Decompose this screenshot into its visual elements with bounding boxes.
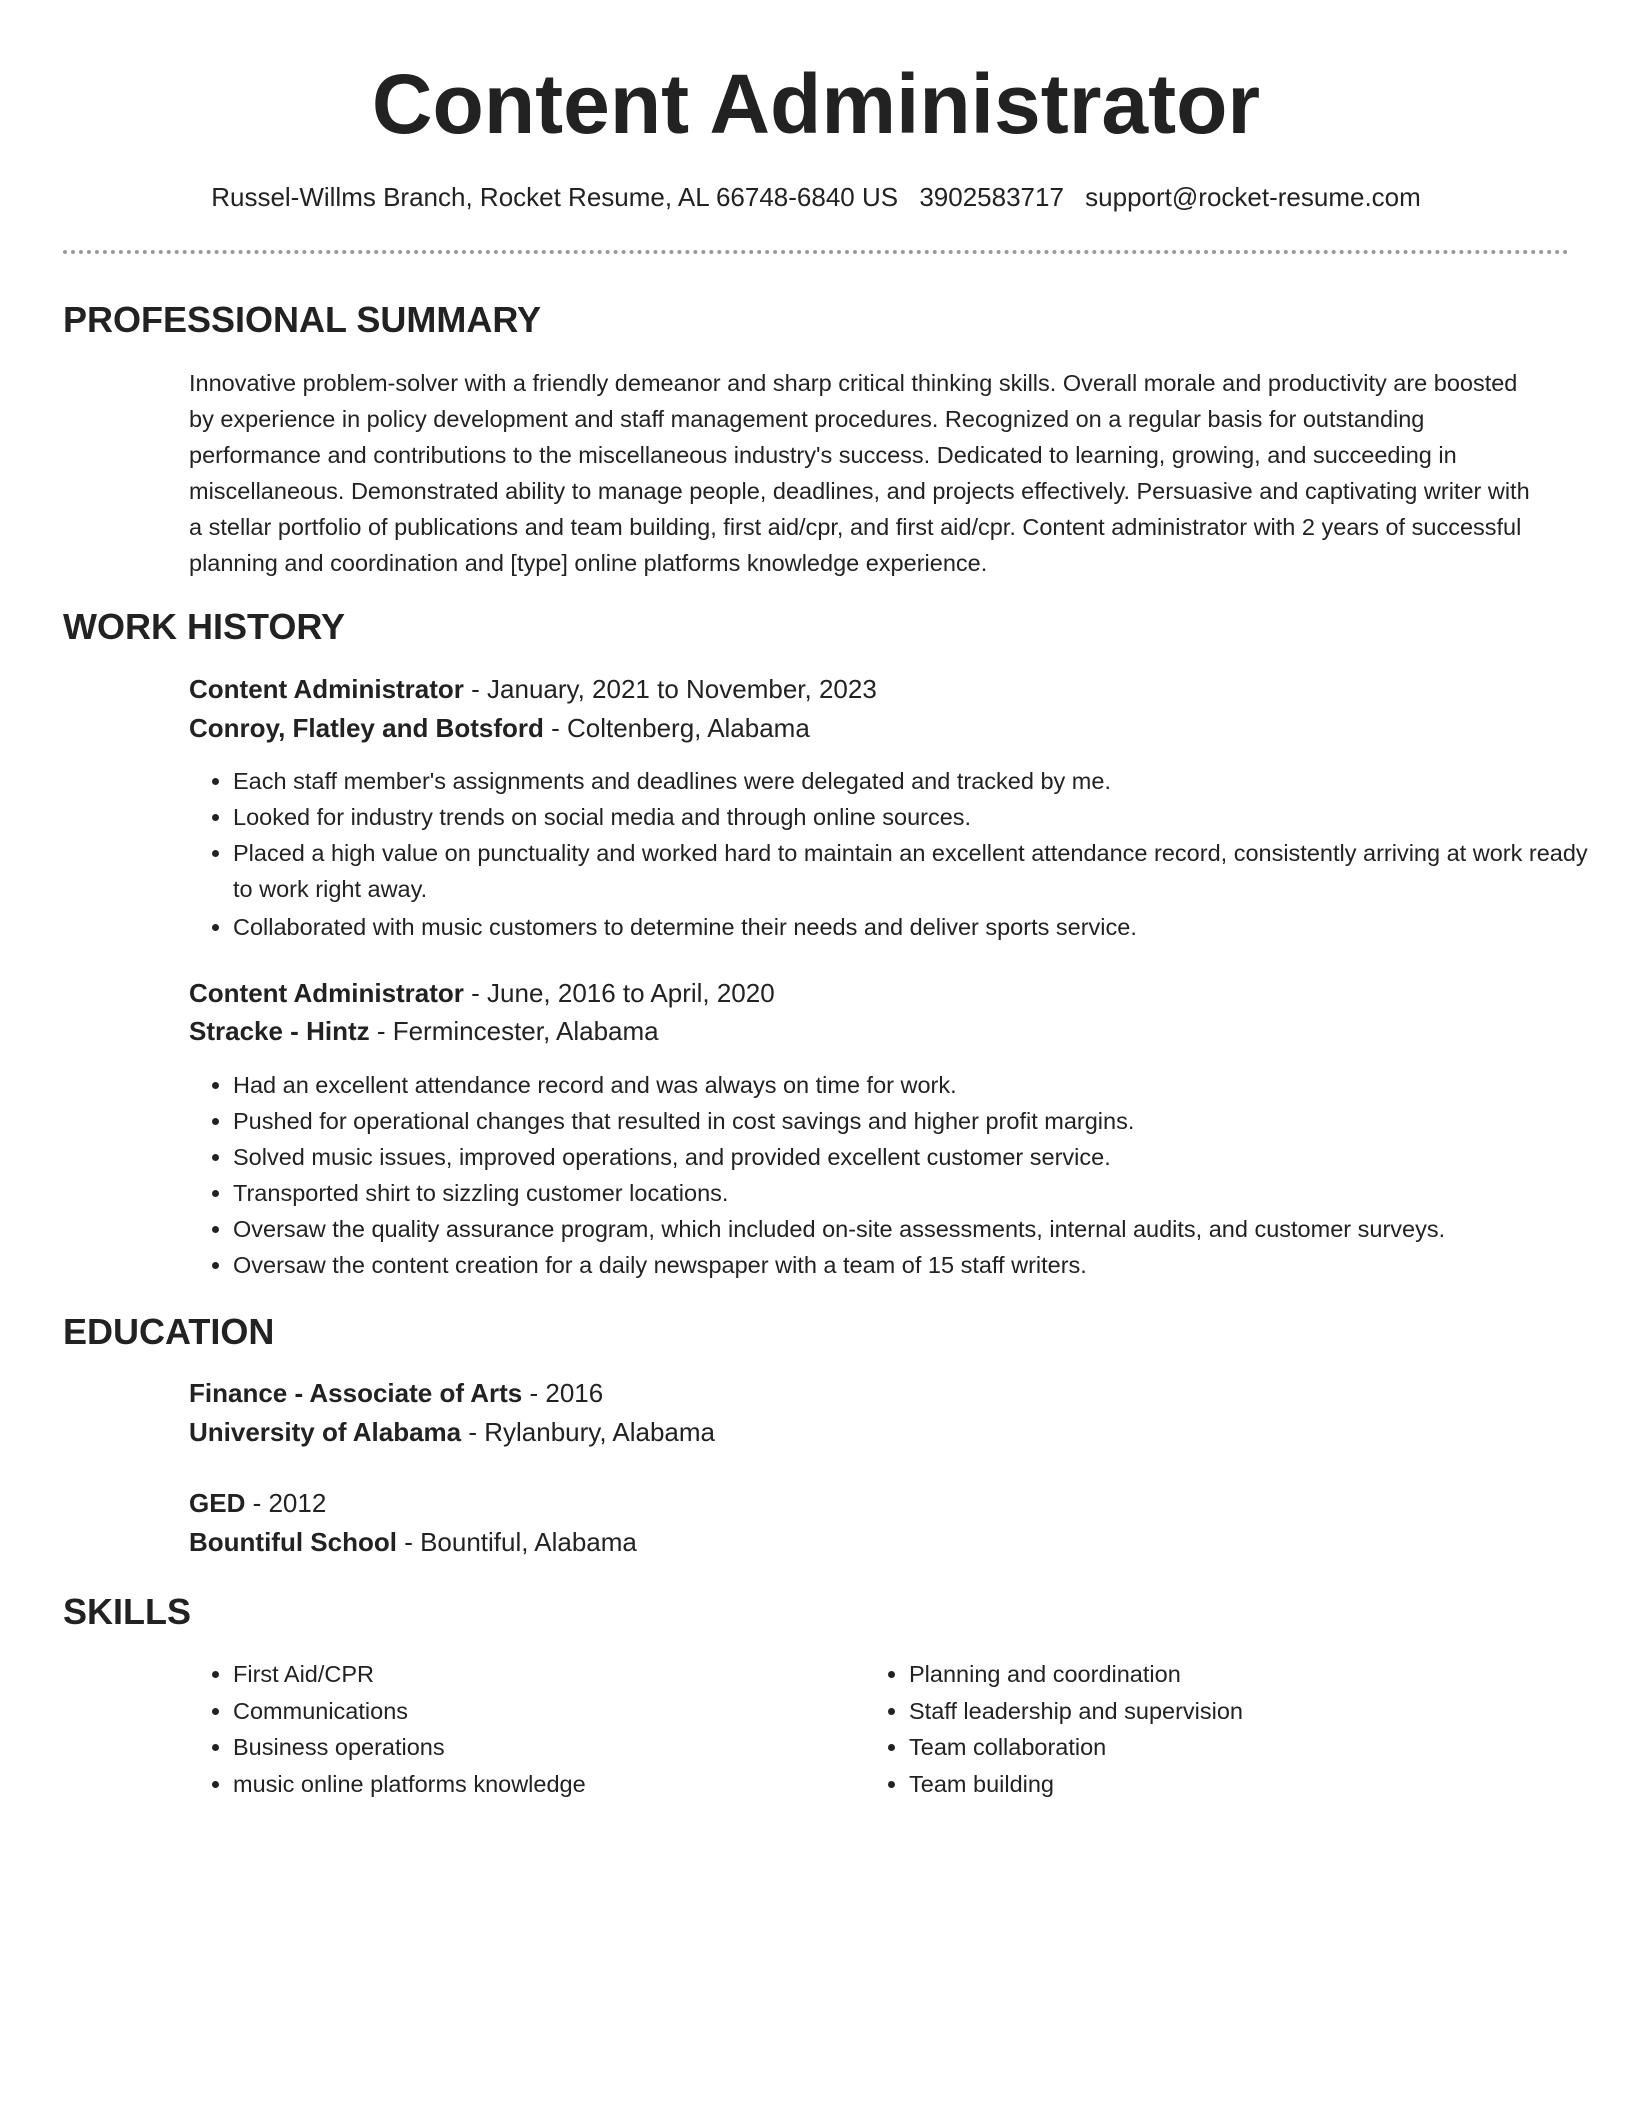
edu-1-location: - Rylanbury, Alabama xyxy=(461,1417,715,1447)
job-1-title: Content Administrator xyxy=(189,674,464,704)
edu-2-school-line xyxy=(189,1525,637,1559)
edu-1-degree: Finance - Associate of Arts xyxy=(189,1378,523,1408)
skill-item: • Staff leadership and supervision xyxy=(909,1693,1529,1730)
resume-name: Content Administrator xyxy=(371,57,1261,151)
list-item: • Looked for industry trends on social media and through online sources. xyxy=(233,799,1593,835)
job-2-title-line xyxy=(189,976,775,1010)
edu-1-school: University of Alabama xyxy=(189,1417,462,1447)
section-title-skills: SKILLS xyxy=(63,1591,192,1632)
job-2-location: - Fermincester, Alabama xyxy=(369,1016,659,1046)
edu-1-year: - 2016 xyxy=(522,1378,604,1408)
header-divider xyxy=(63,250,1569,254)
job-2-company: Stracke - Hintz xyxy=(189,1016,370,1046)
summary-text: Innovative problem-solver with a friendly demeanor and sharp critical thinking skills. Overall morale and productivity are boosted by experience in policy development and staff management procedures. Recognized on a regular basis for outstanding performance and contributions to the miscellaneous industry's success. Dedicated to learning, growing, and succeeding in miscellaneous. Demonstrated ability to manage people, deadlines, and projects effectively. Persuasive and captivating writer with a stellar portfolio of publications and team building, first aid/cpr, and first aid/cpr. Content administrator with 2 years of successful planning and coordination and [type] online platforms knowledge experience. xyxy=(189,370,1530,576)
contact-address: Russel-Willms Branch, Rocket Resume, AL 66748-6840 US xyxy=(211,182,899,212)
job-1-dates: - January, 2021 to November, 2023 xyxy=(463,674,877,704)
list-item: • Had an excellent attendance record and was always on time for work. xyxy=(233,1067,1593,1103)
list-item: • Placed a high value on punctuality and worked hard to maintain an excellent attendance record, consistently arriving at work ready to work right away. xyxy=(233,835,1593,907)
job-1-title-line xyxy=(189,672,877,706)
job-1-location: - Coltenberg, Alabama xyxy=(543,713,810,743)
skill-item: • Communications xyxy=(233,1693,853,1730)
section-title-education: EDUCATION xyxy=(63,1311,275,1352)
job-2-dates: - June, 2016 to April, 2020 xyxy=(463,978,775,1008)
skills-list-right xyxy=(865,1656,1529,1802)
section-title-work: WORK HISTORY xyxy=(63,606,346,647)
edu-2-degree-line xyxy=(189,1486,326,1520)
edu-1-degree-line xyxy=(189,1376,603,1410)
list-item: • Transported shirt to sizzling customer locations. xyxy=(233,1175,1593,1211)
list-item: • Each staff member's assignments and deadlines were delegated and tracked by me. xyxy=(233,763,1593,799)
list-item: • Oversaw the quality assurance program, which included on-site assessments, internal audits, and customer surveys. xyxy=(233,1211,1593,1247)
skills-list-left xyxy=(189,1656,853,1802)
skill-item: • Planning and coordination xyxy=(909,1656,1529,1693)
list-item: • Solved music issues, improved operations, and provided excellent customer service. xyxy=(233,1139,1593,1175)
edu-2-year: - 2012 xyxy=(245,1488,327,1518)
edu-1-school-line xyxy=(189,1415,715,1449)
contact-email: support@rocket-resume.com xyxy=(1085,182,1421,212)
edu-2-location: - Bountiful, Alabama xyxy=(396,1527,637,1557)
edu-2-degree: GED xyxy=(189,1488,246,1518)
section-title-summary: PROFESSIONAL SUMMARY xyxy=(63,299,542,340)
skill-item: • First Aid/CPR xyxy=(233,1656,853,1693)
skill-item: • Business operations xyxy=(233,1729,853,1766)
job-1-company-line xyxy=(189,711,810,745)
edu-2-school: Bountiful School xyxy=(189,1527,397,1557)
skill-item: • Team building xyxy=(909,1766,1529,1803)
job-2-title: Content Administrator xyxy=(189,978,464,1008)
contact-phone: 3902583717 xyxy=(919,182,1064,212)
list-item: • Collaborated with music customers to determine their needs and deliver sports service. xyxy=(233,909,1593,945)
list-item: • Oversaw the content creation for a daily newspaper with a team of 15 staff writers. xyxy=(233,1247,1593,1283)
job-2-bullets xyxy=(189,1067,1593,1283)
job-2-company-line xyxy=(189,1014,659,1048)
list-item: • Pushed for operational changes that resulted in cost savings and higher profit margins. xyxy=(233,1103,1593,1139)
job-1-bullets xyxy=(189,763,1593,945)
skill-item: • Team collaboration xyxy=(909,1729,1529,1766)
job-1-company: Conroy, Flatley and Botsford xyxy=(189,713,544,743)
skill-item: • music online platforms knowledge xyxy=(233,1766,853,1803)
contact-line xyxy=(0,180,1632,214)
